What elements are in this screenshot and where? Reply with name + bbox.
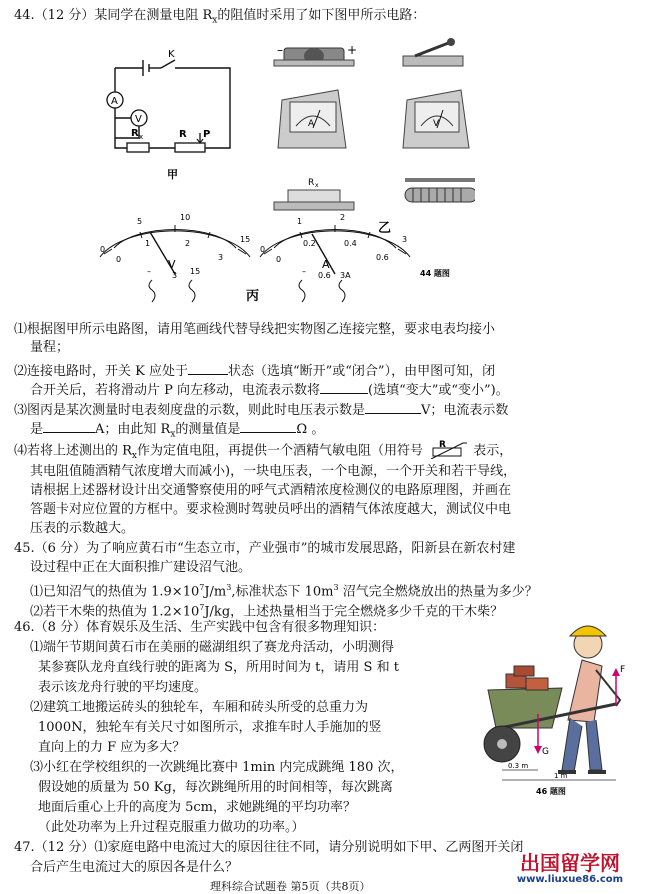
q44-p4-line2: 其电阻值随酒精气浓度增大而减小)，一块电压表，一个电源，一个开关和若干导线， [30, 464, 517, 479]
answer-blank[interactable] [43, 420, 95, 433]
meter-dials-bing [90, 212, 510, 312]
q47-line1: 47.（12 分）⑴家庭电路中电流过大的原因往往不同，请分别说明如下甲、乙两图开关闭 [14, 840, 524, 855]
svg-text:15: 15 [190, 267, 201, 276]
svg-text:V: V [433, 119, 440, 129]
rheostat-photo [405, 188, 475, 202]
ammeter-label: A [111, 96, 118, 107]
voltmeter-label: V [135, 114, 142, 125]
q44-p4-line5: 压表的示数越大。 [30, 521, 135, 536]
q46-line3: 某参赛队龙舟直线行驶的距离为 S，所用时间为 t，请用 S 和 t [38, 660, 399, 675]
answer-blank[interactable] [240, 420, 296, 433]
q44-p4-line3: 请根据上述器材设计出交通警察使用的呼气式酒精浓度检测仪的电路原理图，并画在 [30, 483, 512, 498]
page-footer: 理科综合试题卷 第5页（共8页） [210, 880, 371, 893]
q46-line2: ⑴端午节期间黄石市在美丽的磁湖组织了赛龙舟活动，小明测得 [30, 640, 395, 655]
q44-p1-line2: 量程； [30, 340, 70, 355]
jia-label: 甲 [167, 168, 178, 181]
svg-text:0.6: 0.6 [376, 253, 389, 262]
svg-text:R: R [308, 178, 315, 188]
rheostat [175, 143, 205, 152]
yi-label: 乙 [378, 221, 392, 236]
svg-text:1: 1 [145, 239, 151, 248]
svg-text:–: – [302, 267, 306, 276]
svg-text:R: R [439, 440, 447, 450]
apparatus-switch [395, 30, 475, 230]
q46-line4: 表示该龙舟行驶的平均速度。 [38, 680, 208, 695]
svg-text:0.3 m: 0.3 m [508, 762, 529, 770]
q46-line10: 地面后重心上升的高度为 5cm，求她跳绳的平均功率？ [38, 800, 357, 815]
k-label: K [168, 49, 175, 60]
svg-text:–: – [147, 267, 151, 276]
svg-text:x: x [315, 182, 319, 189]
r-label: R [179, 129, 187, 140]
svg-text:1: 1 [297, 217, 303, 226]
gas-resistor-symbol [427, 440, 469, 459]
bing-label: 丙 [246, 289, 260, 304]
wheelbarrow-figure [470, 610, 640, 800]
rx-label: R [131, 128, 139, 139]
svg-text:3: 3 [402, 235, 408, 244]
q46-line9: 假设她的质量为 50 Kg，每次跳绳所用的时间相等，每次跳离 [38, 780, 393, 795]
q44-p1-line1: ⑴根据图甲所示电路图，请用笔画线代替导线把实物图乙连接完整，要求电表均接小 [14, 322, 496, 337]
hard-hat-icon [570, 626, 606, 636]
q44-p4-line4: 答题卡对应位置的方框中。要求检测时驾驶员呼出的酒精气体浓度越大，测试仪中电 [30, 502, 512, 517]
svg-text:0: 0 [260, 245, 266, 254]
q47-line2: 合后产生电流过大的原因各是什么？ [30, 860, 239, 875]
watermark-logo: 出国留学网 www.liuxue86.com [516, 851, 624, 885]
svg-text:1 m: 1 m [554, 772, 568, 780]
rx-resistor [127, 143, 149, 152]
svg-text:2: 2 [340, 213, 346, 222]
svg-text:+: + [347, 43, 358, 57]
svg-text:x: x [139, 133, 144, 141]
q45-line2: 设过程中正在大面积推广建设沼气池。 [30, 560, 252, 575]
q45-sub1: ⑴已知沼气的热值为 $1.9\times 10^7J/m^3$,标准状态下 $10m^3$ 沼气完全燃烧放出的热量为多少？ [30, 583, 538, 600]
q44-p3-line2: 是 A；由此知 $R_x$的测量值是 Ω 。 [30, 422, 325, 440]
p-label: P [203, 129, 211, 140]
svg-text:3: 3 [218, 253, 224, 262]
rx-photo [274, 202, 354, 210]
svg-text:5: 5 [137, 217, 143, 226]
svg-text:10: 10 [180, 213, 191, 222]
svg-text:V: V [168, 258, 176, 271]
fig46-caption: 46 题图 [536, 787, 566, 796]
q46-line11: （此处功率为上升过程克服重力做功的功率。） [38, 820, 305, 835]
q44-p2-line2: 合开关后，若将滑动片 P 向左移动，电流表示数将 (选填“变大”或“变小”)。 [30, 383, 509, 398]
circuit-diagram-jia [95, 38, 255, 188]
svg-text:0: 0 [276, 255, 282, 264]
svg-text:15: 15 [240, 235, 251, 244]
fig44-caption: 44 题图 [420, 269, 450, 278]
q46-line1: 46.（8 分）体育娱乐及生活、生产实践中包含有很多物理知识： [14, 620, 386, 635]
svg-text:G: G [542, 747, 549, 757]
svg-text:3A: 3A [340, 271, 351, 280]
svg-text:A: A [308, 119, 315, 129]
svg-text:F: F [620, 665, 626, 675]
q46-line8: ⑶小红在学校组织的一次跳绳比赛中 1min 内完成跳绳 180 次， [30, 760, 404, 775]
svg-text:A: A [322, 258, 330, 271]
voltmeter-dial [100, 213, 250, 302]
q46-line6: 1000N，独轮车有关尺寸如图所示，求推车时人手施加的竖 [38, 720, 382, 735]
svg-text:0: 0 [100, 245, 106, 254]
q45-sub2: ⑵若干木柴的热值为 $1.2\times 10^7J/kg$，上述热量相当于完全燃烧多少千克的干木柴？ [30, 603, 504, 620]
q44-header: 44.（12 分）某同学在测量电阻 $R_x$的阻值时采用了如下图甲所示电路： [14, 8, 426, 26]
svg-text:0.6: 0.6 [318, 271, 331, 280]
q46-line7: 直向上的力 F 应为多大？ [38, 740, 186, 755]
q44-p4-line1: ⑷若将上述测出的 $R_x$作为定值电阻，再提供一个酒精气敏电阻（用符号 R 表示， [14, 440, 513, 462]
svg-text:–: – [277, 43, 283, 57]
answer-blank[interactable] [365, 401, 421, 414]
svg-text:3: 3 [172, 271, 178, 280]
q44-p2-line1: ⑵连接电路时，开关 K 应处于 状态（选填“断开”或“闭合”），由甲图可知，闭 [14, 364, 496, 379]
switch-photo [403, 56, 463, 66]
svg-text:0: 0 [116, 255, 122, 264]
q45-line1: 45.（6 分）为了响应黄石市“生态立市，产业强市”的城市发展思路，阳新县在新农村建 [14, 541, 516, 556]
svg-text:2: 2 [185, 239, 191, 248]
svg-text:0.2: 0.2 [303, 239, 316, 248]
svg-text:0.4: 0.4 [344, 239, 357, 248]
answer-blank[interactable] [188, 362, 228, 375]
q44-p3-line1: ⑶图丙是某次测量时电表刻度盘的示数，则此时电压表示数是 V；电流表示数 [14, 403, 509, 418]
q46-line5: ⑵建筑工地搬运砖头的独轮车，车厢和砖头所受的总重力为 [30, 700, 369, 715]
answer-blank[interactable] [320, 381, 368, 394]
